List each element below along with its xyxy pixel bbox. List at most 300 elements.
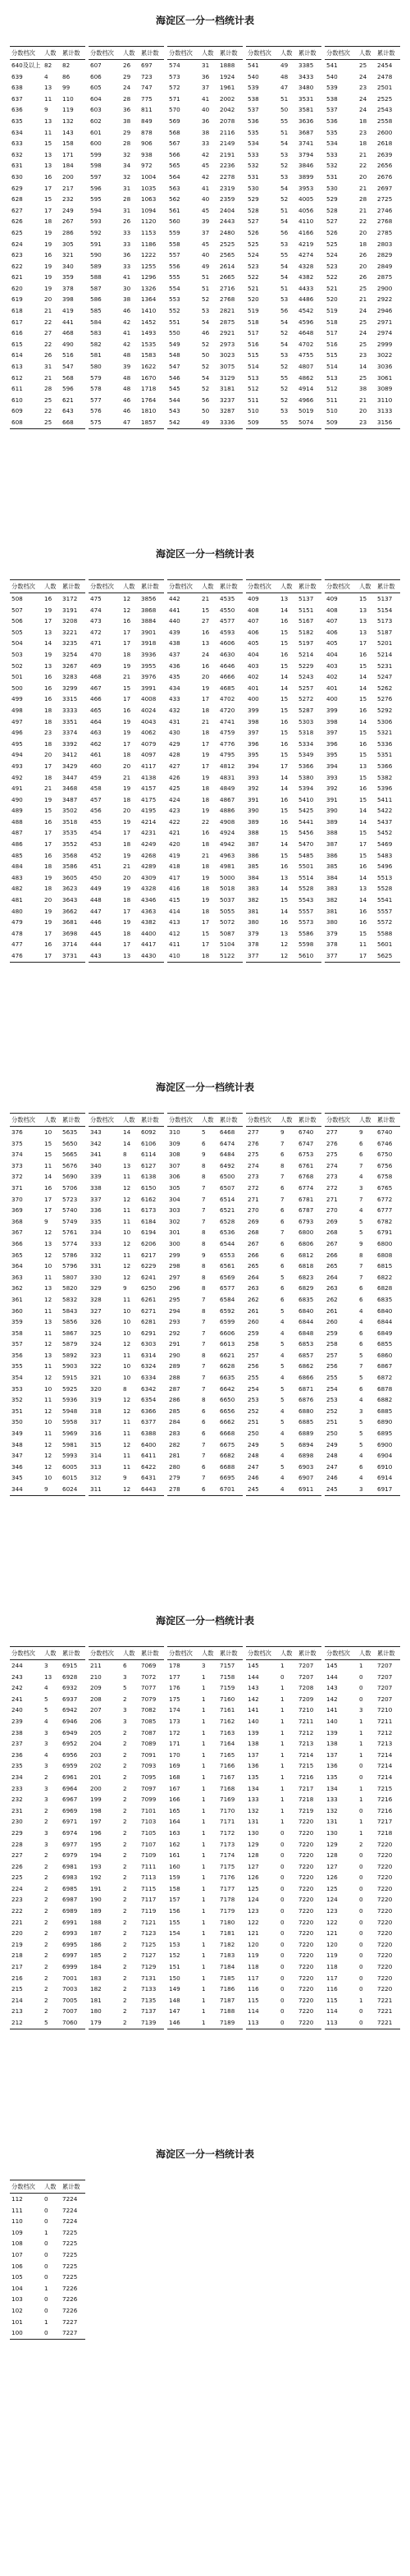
table-row [325, 205, 400, 217]
count-cell: 16 [123, 706, 131, 714]
cumulative-cell: 3336 [220, 419, 235, 426]
table-row [325, 350, 400, 361]
count-cell: 5 [44, 1706, 48, 1714]
table-row [167, 850, 243, 862]
count-cell: 1 [202, 1706, 206, 1714]
cumulative-cell: 2716 [220, 284, 235, 292]
score-cell: 233 [11, 1784, 23, 1792]
cumulative-cell: 6914 [377, 1474, 393, 1482]
table-row [167, 1995, 243, 2006]
score-cell: 354 [11, 1374, 23, 1382]
table-row [10, 1772, 85, 1783]
score-cell: 433 [169, 695, 180, 703]
score-cell: 528 [248, 206, 259, 214]
table-grid [0, 46, 410, 429]
cumulative-cell: 3235 [62, 639, 78, 647]
count-cell: 14 [280, 907, 289, 915]
cumulative-cell: 5151 [298, 606, 314, 614]
score-cell: 420 [169, 840, 180, 849]
score-cell: 267 [326, 1239, 338, 1247]
score-cell: 585 [90, 307, 102, 315]
count-cell: 12 [123, 1273, 131, 1281]
table-row [325, 1160, 400, 1172]
cumulative-cell: 3731 [62, 952, 78, 959]
table-row [89, 1828, 164, 1839]
table-row [325, 615, 400, 627]
cumulative-cell: 2973 [220, 340, 235, 348]
table-row [167, 317, 243, 328]
table-row [167, 671, 243, 683]
table-row [246, 827, 321, 839]
count-cell: 6 [202, 1407, 206, 1415]
table-row [89, 605, 164, 616]
score-cell: 138 [248, 1740, 259, 1748]
column-header: 累计数 [376, 1114, 400, 1127]
count-cell: 1 [202, 1974, 206, 1982]
table-row [10, 1704, 85, 1716]
score-cell: 478 [11, 929, 23, 937]
count-cell: 18 [202, 795, 210, 803]
score-cell: 305 [169, 1183, 180, 1192]
table-row [89, 183, 164, 194]
cumulative-cell: 86 [62, 72, 71, 80]
count-cell: 5 [359, 1430, 363, 1438]
count-cell: 24 [359, 307, 367, 315]
cumulative-cell: 3333 [62, 706, 78, 714]
count-cell: 9 [44, 1217, 48, 1225]
cumulative-cell: 110 [62, 94, 74, 103]
score-cell: 533 [248, 150, 259, 158]
count-cell: 37 [202, 228, 210, 236]
count-cell: 0 [280, 1940, 285, 1948]
count-cell: 18 [44, 717, 52, 725]
cumulative-cell: 7207 [377, 1684, 393, 1692]
cumulative-cell: 5019 [298, 407, 314, 415]
cumulative-cell: 7159 [220, 1684, 235, 1692]
table-row [246, 749, 321, 761]
cumulative-cell: 6536 [220, 1229, 235, 1237]
count-cell: 14 [359, 873, 367, 881]
table-row [167, 405, 243, 417]
cumulative-cell: 2454 [377, 62, 393, 69]
count-cell: 4 [359, 1306, 363, 1315]
count-cell: 11 [44, 128, 52, 136]
count-cell: 8 [202, 1273, 206, 1281]
score-cell: 118 [248, 1963, 259, 1971]
count-cell: 0 [280, 1851, 285, 1860]
count-cell: 20 [359, 228, 367, 236]
count-cell: 0 [359, 1974, 363, 1982]
table-row [89, 82, 164, 94]
count-cell: 10 [123, 1318, 131, 1326]
count-cell: 23 [359, 84, 367, 92]
count-cell: 13 [44, 1351, 52, 1359]
table-row [10, 1917, 85, 1929]
cumulative-cell: 7220 [377, 1918, 393, 1926]
table-row [167, 917, 243, 928]
table-row [89, 194, 164, 205]
cumulative-cell: 2078 [220, 117, 235, 125]
cumulative-cell: 5437 [377, 817, 393, 826]
cumulative-cell: 7133 [141, 1985, 157, 1993]
cumulative-cell: 7220 [298, 1874, 314, 1882]
count-cell: 2 [123, 2019, 127, 2026]
count-cell: 2 [44, 1806, 48, 1814]
score-cell: 526 [326, 228, 338, 236]
score-cell: 139 [326, 1728, 338, 1736]
count-cell: 6 [359, 1384, 363, 1393]
score-cell: 340 [90, 1161, 102, 1169]
count-cell: 1 [280, 1762, 285, 1770]
cumulative-cell: 6400 [141, 1440, 157, 1448]
cumulative-cell: 4755 [298, 351, 314, 359]
count-cell: 2 [44, 1884, 48, 1892]
table-row [246, 1238, 321, 1250]
score-cell: 257 [248, 1351, 259, 1359]
table-row [167, 783, 243, 794]
cumulative-cell: 5469 [377, 840, 393, 849]
score-table [246, 1113, 321, 1496]
cumulative-cell: 3221 [62, 628, 78, 636]
count-cell: 20 [202, 673, 210, 681]
count-cell: 16 [44, 695, 52, 703]
score-cell: 589 [90, 262, 102, 270]
cumulative-cell: 7095 [141, 1773, 157, 1781]
table-row [89, 693, 164, 705]
count-cell: 15 [359, 661, 367, 670]
score-cell: 347 [11, 1452, 23, 1460]
table-row [89, 1283, 164, 1294]
table-row [325, 939, 400, 950]
column-header: 累计数 [139, 1114, 164, 1127]
count-cell: 8 [202, 1239, 206, 1247]
table-row [10, 1238, 85, 1250]
score-table [167, 46, 243, 429]
count-cell: 11 [123, 1206, 131, 1215]
score-cell: 516 [248, 340, 259, 348]
cumulative-cell: 6746 [377, 1139, 393, 1147]
count-cell: 12 [44, 1374, 52, 1382]
score-cell: 485 [11, 851, 23, 859]
cumulative-cell: 468 [62, 329, 74, 337]
table-row [167, 761, 243, 772]
cumulative-cell: 7220 [298, 1951, 314, 1960]
table-row [167, 1350, 243, 1361]
score-cell: 246 [248, 1474, 259, 1482]
table-row [325, 138, 400, 149]
table-row [167, 683, 243, 694]
count-cell: 54 [280, 262, 289, 270]
table-row [10, 1816, 85, 1828]
cumulative-cell: 7212 [298, 1728, 314, 1736]
score-table [89, 579, 164, 963]
column-header: 人数 [200, 1647, 218, 1660]
table-row [246, 1704, 321, 1716]
count-cell: 18 [123, 751, 131, 759]
table-row [325, 1394, 400, 1406]
count-cell: 13 [123, 952, 131, 959]
table-row [10, 2283, 85, 2295]
count-cell: 17 [359, 639, 367, 647]
table-row [325, 794, 400, 806]
cumulative-cell: 7207 [377, 1672, 393, 1681]
cumulative-cell: 7220 [377, 1940, 393, 1948]
table-row [325, 1183, 400, 1194]
count-cell: 49 [202, 262, 210, 270]
count-cell: 7 [202, 1217, 206, 1225]
table-row [167, 1306, 243, 1317]
count-cell: 15 [280, 729, 289, 737]
table-row [89, 1194, 164, 1206]
table-row [89, 60, 164, 71]
cumulative-cell: 7171 [220, 1818, 235, 1826]
cumulative-cell: 7089 [141, 1740, 157, 1748]
cumulative-cell: 7169 [220, 1796, 235, 1804]
column-header: 累计数 [139, 580, 164, 593]
score-cell: 629 [11, 184, 23, 192]
score-cell: 152 [169, 1951, 180, 1960]
count-cell: 45 [202, 162, 210, 170]
count-cell: 7 [202, 1474, 206, 1482]
score-cell: 590 [90, 251, 102, 259]
table-row [325, 1894, 400, 1906]
table-row [325, 1205, 400, 1216]
count-cell: 48 [123, 373, 131, 382]
cumulative-cell: 4648 [298, 329, 314, 337]
count-cell: 11 [123, 1430, 131, 1438]
score-cell: 550 [169, 329, 180, 337]
cumulative-cell: 7158 [220, 1672, 235, 1681]
score-cell: 393 [248, 773, 259, 781]
column-header: 累计数 [61, 2180, 85, 2194]
table-row [89, 850, 164, 862]
table-row [10, 649, 85, 661]
cumulative-cell: 4110 [298, 217, 314, 226]
table-row [167, 739, 243, 750]
table-row [325, 239, 400, 250]
score-cell: 141 [248, 1706, 259, 1714]
score-cell: 272 [326, 1183, 338, 1192]
count-cell: 13 [44, 661, 52, 670]
cumulative-cell: 6261 [141, 1295, 157, 1303]
cumulative-cell: 7176 [220, 1874, 235, 1882]
score-cell: 247 [326, 1462, 338, 1471]
table-header-row [325, 1647, 400, 1660]
cumulative-cell: 5425 [298, 807, 314, 815]
score-cell: 135 [248, 1773, 259, 1781]
count-cell: 5 [359, 1418, 363, 1426]
count-cell: 12 [123, 1183, 131, 1192]
count-cell: 31 [44, 363, 52, 371]
score-cell: 576 [90, 407, 102, 415]
table-row [325, 716, 400, 728]
count-cell: 2 [123, 1773, 127, 1781]
count-cell: 24 [359, 94, 367, 103]
score-cell: 251 [326, 1418, 338, 1426]
table-row [89, 817, 164, 828]
cumulative-cell: 4417 [141, 940, 157, 949]
count-cell: 5 [359, 1440, 363, 1448]
score-cell: 314 [90, 1452, 102, 1460]
count-cell: 7 [202, 1374, 206, 1382]
count-cell: 2 [44, 1818, 48, 1826]
cumulative-cell: 7215 [298, 1762, 314, 1770]
cumulative-cell: 7079 [141, 1695, 157, 1703]
cumulative-cell: 3794 [298, 150, 314, 158]
table-row [10, 1227, 85, 1238]
score-cell: 532 [326, 162, 338, 170]
table-row [325, 1816, 400, 1828]
count-cell: 24 [202, 650, 210, 658]
score-cell: 544 [169, 396, 180, 404]
count-cell: 21 [123, 673, 131, 681]
score-cell: 171 [169, 1740, 180, 1748]
cumulative-cell: 3605 [62, 873, 78, 881]
cumulative-cell: 7220 [298, 1996, 314, 2004]
score-cell: 339 [90, 1173, 102, 1181]
table-row [246, 950, 321, 962]
cumulative-cell: 6628 [220, 1362, 235, 1370]
cumulative-cell: 2501 [377, 84, 393, 92]
count-cell: 24 [359, 72, 367, 80]
score-cell: 124 [248, 1896, 259, 1904]
table-row [10, 350, 85, 361]
table-page [0, 1080, 410, 1496]
score-cell: 520 [326, 295, 338, 304]
table-row [246, 1328, 321, 1339]
cumulative-cell: 3254 [62, 650, 78, 658]
table-row [10, 1738, 85, 1750]
table-row [167, 395, 243, 406]
score-cell: 548 [169, 351, 180, 359]
count-cell: 19 [44, 284, 52, 292]
score-cell: 147 [169, 2007, 180, 2016]
cumulative-cell: 4831 [220, 773, 235, 781]
table-row [89, 615, 164, 627]
count-cell: 0 [359, 1874, 363, 1882]
table-row [10, 950, 85, 962]
cumulative-cell: 6422 [141, 1462, 157, 1471]
score-cell: 389 [248, 817, 259, 826]
cumulative-cell: 5690 [62, 1173, 78, 1181]
cumulative-cell: 5229 [298, 661, 314, 670]
count-cell: 0 [280, 2019, 285, 2026]
cumulative-cell: 6388 [141, 1430, 157, 1438]
count-cell: 20 [123, 873, 131, 881]
score-cell: 494 [11, 751, 23, 759]
table-row [325, 1338, 400, 1350]
table-row [89, 872, 164, 884]
count-cell: 2 [123, 1907, 127, 1915]
score-table [10, 46, 85, 429]
score-cell: 391 [326, 795, 338, 803]
cumulative-cell: 5000 [220, 873, 235, 881]
cumulative-cell: 4382 [141, 918, 157, 927]
score-cell: 306 [169, 1173, 180, 1181]
score-cell: 183 [90, 1974, 102, 1982]
table-row [246, 227, 321, 239]
score-cell: 209 [90, 1684, 102, 1692]
score-cell: 170 [169, 1750, 180, 1759]
score-cell: 518 [248, 318, 259, 326]
table-row [89, 1783, 164, 1795]
count-cell: 7 [359, 1262, 363, 1270]
score-cell: 276 [248, 1139, 259, 1147]
score-cell: 399 [248, 706, 259, 714]
score-cell: 127 [248, 1862, 259, 1870]
count-cell: 3 [123, 1706, 127, 1714]
count-cell: 51 [280, 94, 289, 103]
table-row [325, 1462, 400, 1473]
score-cell: 122 [248, 1918, 259, 1926]
score-cell: 566 [169, 150, 180, 158]
count-cell: 2 [123, 1918, 127, 1926]
count-cell: 27 [202, 617, 210, 625]
cumulative-cell: 2236 [220, 162, 235, 170]
table-header-row [89, 1114, 164, 1127]
count-cell: 2 [44, 1963, 48, 1971]
table-row [89, 906, 164, 917]
cumulative-cell: 6800 [377, 1239, 393, 1247]
count-cell: 0 [44, 2250, 48, 2258]
count-cell: 2 [44, 1896, 48, 1904]
count-cell: 23 [359, 128, 367, 136]
cumulative-cell: 7218 [377, 1828, 393, 1837]
count-cell: 1 [202, 1907, 206, 1915]
score-cell: 201 [90, 1773, 102, 1781]
cumulative-cell: 3133 [377, 407, 393, 415]
column-header: 人数 [358, 1647, 376, 1660]
table-row [10, 1384, 85, 1395]
table-row [167, 1872, 243, 1883]
cumulative-cell: 1622 [141, 363, 157, 371]
count-cell: 55 [280, 117, 289, 125]
count-cell: 0 [44, 2329, 48, 2337]
table-row [10, 1183, 85, 1194]
count-cell: 2 [123, 1862, 127, 1870]
count-cell: 17 [123, 695, 131, 703]
table-row [10, 1950, 85, 1961]
table-row [89, 1716, 164, 1727]
count-cell: 47 [280, 84, 289, 92]
score-cell: 500 [11, 684, 23, 692]
count-cell: 18 [202, 862, 210, 871]
count-cell: 16 [280, 817, 289, 826]
table-row [167, 794, 243, 806]
table-row [10, 1250, 85, 1261]
score-cell: 431 [169, 717, 180, 725]
count-cell: 0 [359, 1940, 363, 1948]
count-cell: 1 [202, 1684, 206, 1692]
count-cell: 14 [280, 840, 289, 849]
table-row [246, 60, 321, 71]
table-row [246, 805, 321, 817]
score-cell: 393 [326, 773, 338, 781]
count-cell: 4 [44, 1717, 48, 1725]
table-row [167, 1361, 243, 1372]
score-cell: 134 [248, 1784, 259, 1792]
score-table [10, 579, 85, 963]
cumulative-cell: 7220 [298, 1907, 314, 1915]
cumulative-cell: 906 [141, 140, 153, 148]
cumulative-cell: 1535 [141, 340, 157, 348]
cumulative-cell: 6342 [141, 1384, 157, 1393]
score-cell: 199 [90, 1796, 102, 1804]
cumulative-cell: 7207 [377, 1662, 393, 1669]
table-page [0, 547, 410, 963]
cumulative-cell: 7220 [298, 1963, 314, 1971]
count-cell: 15 [280, 706, 289, 714]
